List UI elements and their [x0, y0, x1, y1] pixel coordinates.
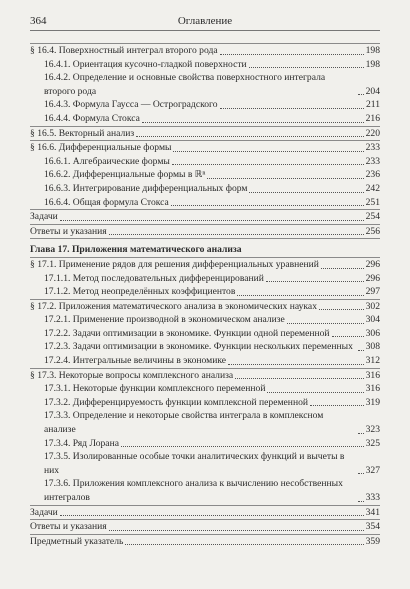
toc-subsection[interactable] [30, 450, 380, 477]
toc-subsection[interactable] [30, 58, 380, 72]
toc-subsection[interactable] [30, 437, 380, 451]
toc-subsection[interactable] [30, 340, 380, 354]
toc-page-number: 297 [365, 286, 380, 298]
dot-leader [319, 308, 364, 310]
toc-section[interactable] [30, 141, 380, 155]
toc-label: § 16.6. Дифференциальные формы [30, 142, 172, 154]
toc-label: § 17.3. Некоторые вопросы комплексного анализа [30, 369, 234, 381]
toc-page-number: 296 [365, 258, 380, 270]
toc-page-number: 233 [365, 155, 380, 167]
toc-label: 16.6.4. Общая формула Стокса [44, 196, 169, 208]
dot-leader [358, 349, 364, 351]
dot-leader [220, 53, 364, 55]
toc-label: Ответы и указания [30, 521, 107, 533]
toc-label: § 17.1. Применение рядов для решения дифференциальных уравнений [30, 258, 319, 270]
toc-label: 16.4.4. Формула Стокса [44, 112, 140, 124]
toc-subsection[interactable] [30, 354, 380, 368]
toc-label: 16.6.2. Дифференциальные формы в ℝⁿ [44, 169, 206, 181]
dot-leader [171, 204, 364, 206]
dot-leader [109, 529, 364, 531]
toc-entry[interactable] [30, 520, 380, 534]
toc-label: 17.3.6. Приложения комплексного анализа к вычислению несобственных интегралов [44, 478, 343, 503]
toc-subsection[interactable] [30, 272, 380, 286]
dot-leader [358, 472, 364, 474]
table-of-contents [30, 43, 380, 548]
toc-subsection[interactable] [30, 155, 380, 169]
toc-label: 16.6.1. Алгебраические формы [44, 155, 170, 167]
dot-leader [136, 135, 363, 137]
toc-page-number: 211 [365, 99, 380, 111]
toc-label: § 17.2. Приложения математического анализа в экономических науках [30, 300, 317, 312]
toc-page-number: 220 [365, 127, 380, 139]
dot-leader [125, 543, 363, 545]
toc-subsection[interactable] [30, 112, 380, 126]
toc-subsection[interactable] [30, 285, 380, 299]
toc-label: 17.1.1. Метод последовательных дифференцирований [44, 272, 264, 284]
toc-page-number: 341 [365, 506, 380, 518]
toc-subsection[interactable] [30, 71, 380, 98]
toc-page-number: 198 [365, 45, 380, 56]
toc-label: 17.2.1. Применение производной в экономическом анализе [44, 314, 285, 326]
dot-leader [142, 121, 364, 123]
toc-section[interactable] [30, 369, 380, 383]
toc-label: 17.2.2. Задачи оптимизации в экономике. Функции одной переменной [44, 327, 330, 339]
dot-leader [228, 363, 364, 365]
toc-page-number: 325 [365, 437, 380, 449]
toc-section[interactable] [30, 44, 380, 58]
toc-section[interactable] [30, 127, 380, 141]
dot-leader [60, 219, 364, 221]
toc-page-number: 316 [365, 369, 380, 381]
toc-label: Задачи [30, 211, 58, 223]
toc-section[interactable] [30, 300, 380, 314]
toc-page-number: 216 [365, 112, 380, 124]
toc-page-number: 323 [365, 424, 380, 436]
toc-page-number: 236 [365, 169, 380, 181]
toc-entry[interactable] [30, 225, 380, 239]
toc-page-number: 319 [365, 396, 380, 408]
toc-page-number: 254 [365, 211, 380, 223]
dot-leader [287, 322, 364, 324]
dot-leader [358, 432, 364, 434]
toc-label: 16.4.2. Определение и основные свойства поверхностного интеграла второго рода [44, 72, 326, 97]
running-header [30, 14, 380, 31]
toc-subsection[interactable] [30, 168, 380, 182]
chapter-heading[interactable] [30, 243, 380, 257]
toc-label: § 16.5. Векторный анализ [30, 127, 135, 139]
dot-leader [358, 500, 364, 502]
toc-section[interactable] [30, 258, 380, 272]
toc-label: Глава 17. Приложения математического анализа [30, 244, 242, 256]
toc-label: § 16.4. Поверхностный интеграл второго рода [30, 45, 218, 56]
toc-label: 16.6.3. Интегрирование дифференциальных форм [44, 182, 248, 194]
toc-page-number: 327 [365, 464, 380, 476]
toc-page-number: 233 [365, 142, 380, 154]
toc-entry[interactable] [30, 535, 380, 549]
toc-page-number: 316 [365, 383, 380, 395]
dot-leader [249, 66, 364, 68]
toc-label: 17.3.2. Дифференцируемость функции комплексной переменной [44, 396, 309, 408]
dot-leader [173, 150, 363, 152]
toc-subsection[interactable] [30, 182, 380, 196]
toc-label: 17.2.3. Задачи оптимизации в экономике. Функции нескольких переменных [44, 341, 353, 353]
toc-label: 17.3.3. Определение и некоторые свойства интеграла в комплексном анализе [44, 410, 324, 436]
toc-subsection[interactable] [30, 327, 380, 341]
dot-leader [121, 445, 364, 447]
toc-page-number: 333 [365, 492, 380, 503]
toc-label: 16.4.1. Ориентация кусочно-гладкой поверхности [44, 58, 247, 70]
toc-entry[interactable] [30, 210, 380, 224]
toc-page-number: 198 [365, 58, 380, 70]
dot-leader [172, 163, 364, 165]
page-number: 364 [30, 15, 47, 27]
dot-leader [249, 191, 363, 193]
dot-leader [207, 177, 363, 179]
toc-subsection[interactable] [30, 196, 380, 210]
toc-page-number: 312 [365, 355, 380, 367]
dot-leader [267, 391, 363, 393]
toc-label: 17.3.1. Некоторые функции комплексного переменной [44, 383, 266, 395]
toc-subsection[interactable] [30, 477, 380, 504]
toc-page-number: 308 [365, 341, 380, 353]
toc-subsection[interactable] [30, 409, 380, 436]
toc-subsection[interactable] [30, 396, 380, 410]
toc-page-number: 204 [365, 85, 380, 97]
toc-label: 17.3.4. Ряд Лорана [44, 437, 119, 449]
toc-page-number: 256 [365, 225, 380, 237]
dot-leader [321, 267, 364, 269]
toc-label: 17.1.2. Метод неопределённых коэффициентов [44, 286, 236, 298]
toc-page-number: 359 [365, 535, 380, 547]
dot-leader [310, 404, 364, 406]
dot-leader [235, 377, 363, 379]
toc-label: 17.2.4. Интегральные величины в экономике [44, 355, 227, 367]
row-divider [30, 238, 380, 239]
toc-page-number: 306 [365, 327, 380, 339]
toc-label: Задачи [30, 506, 58, 518]
toc-page-number: 251 [365, 196, 380, 208]
toc-label: 16.4.3. Формула Гаусса — Остроградского [44, 99, 218, 111]
running-title: Оглавление [177, 15, 233, 27]
toc-page-number: 296 [365, 272, 380, 284]
toc-label: Предметный указатель [30, 535, 124, 547]
toc-entry[interactable] [30, 506, 380, 520]
dot-leader [109, 233, 364, 235]
toc-label: 17.3.5. Изолированные особые точки аналитических функций и вычеты в них [44, 451, 345, 476]
toc-subsection[interactable] [30, 98, 380, 112]
toc-page-number: 302 [365, 300, 380, 312]
dot-leader [266, 280, 364, 282]
toc-label: Ответы и указания [30, 225, 107, 237]
toc-page-number: 242 [365, 182, 380, 194]
toc-page-number: 304 [365, 314, 380, 326]
dot-leader [332, 335, 364, 337]
toc-subsection[interactable] [30, 313, 380, 327]
dot-leader [358, 93, 364, 95]
dot-leader [60, 514, 364, 516]
toc-page-number: 354 [365, 521, 380, 533]
toc-subsection[interactable] [30, 382, 380, 396]
dot-leader [237, 294, 363, 296]
dot-leader [220, 107, 364, 109]
